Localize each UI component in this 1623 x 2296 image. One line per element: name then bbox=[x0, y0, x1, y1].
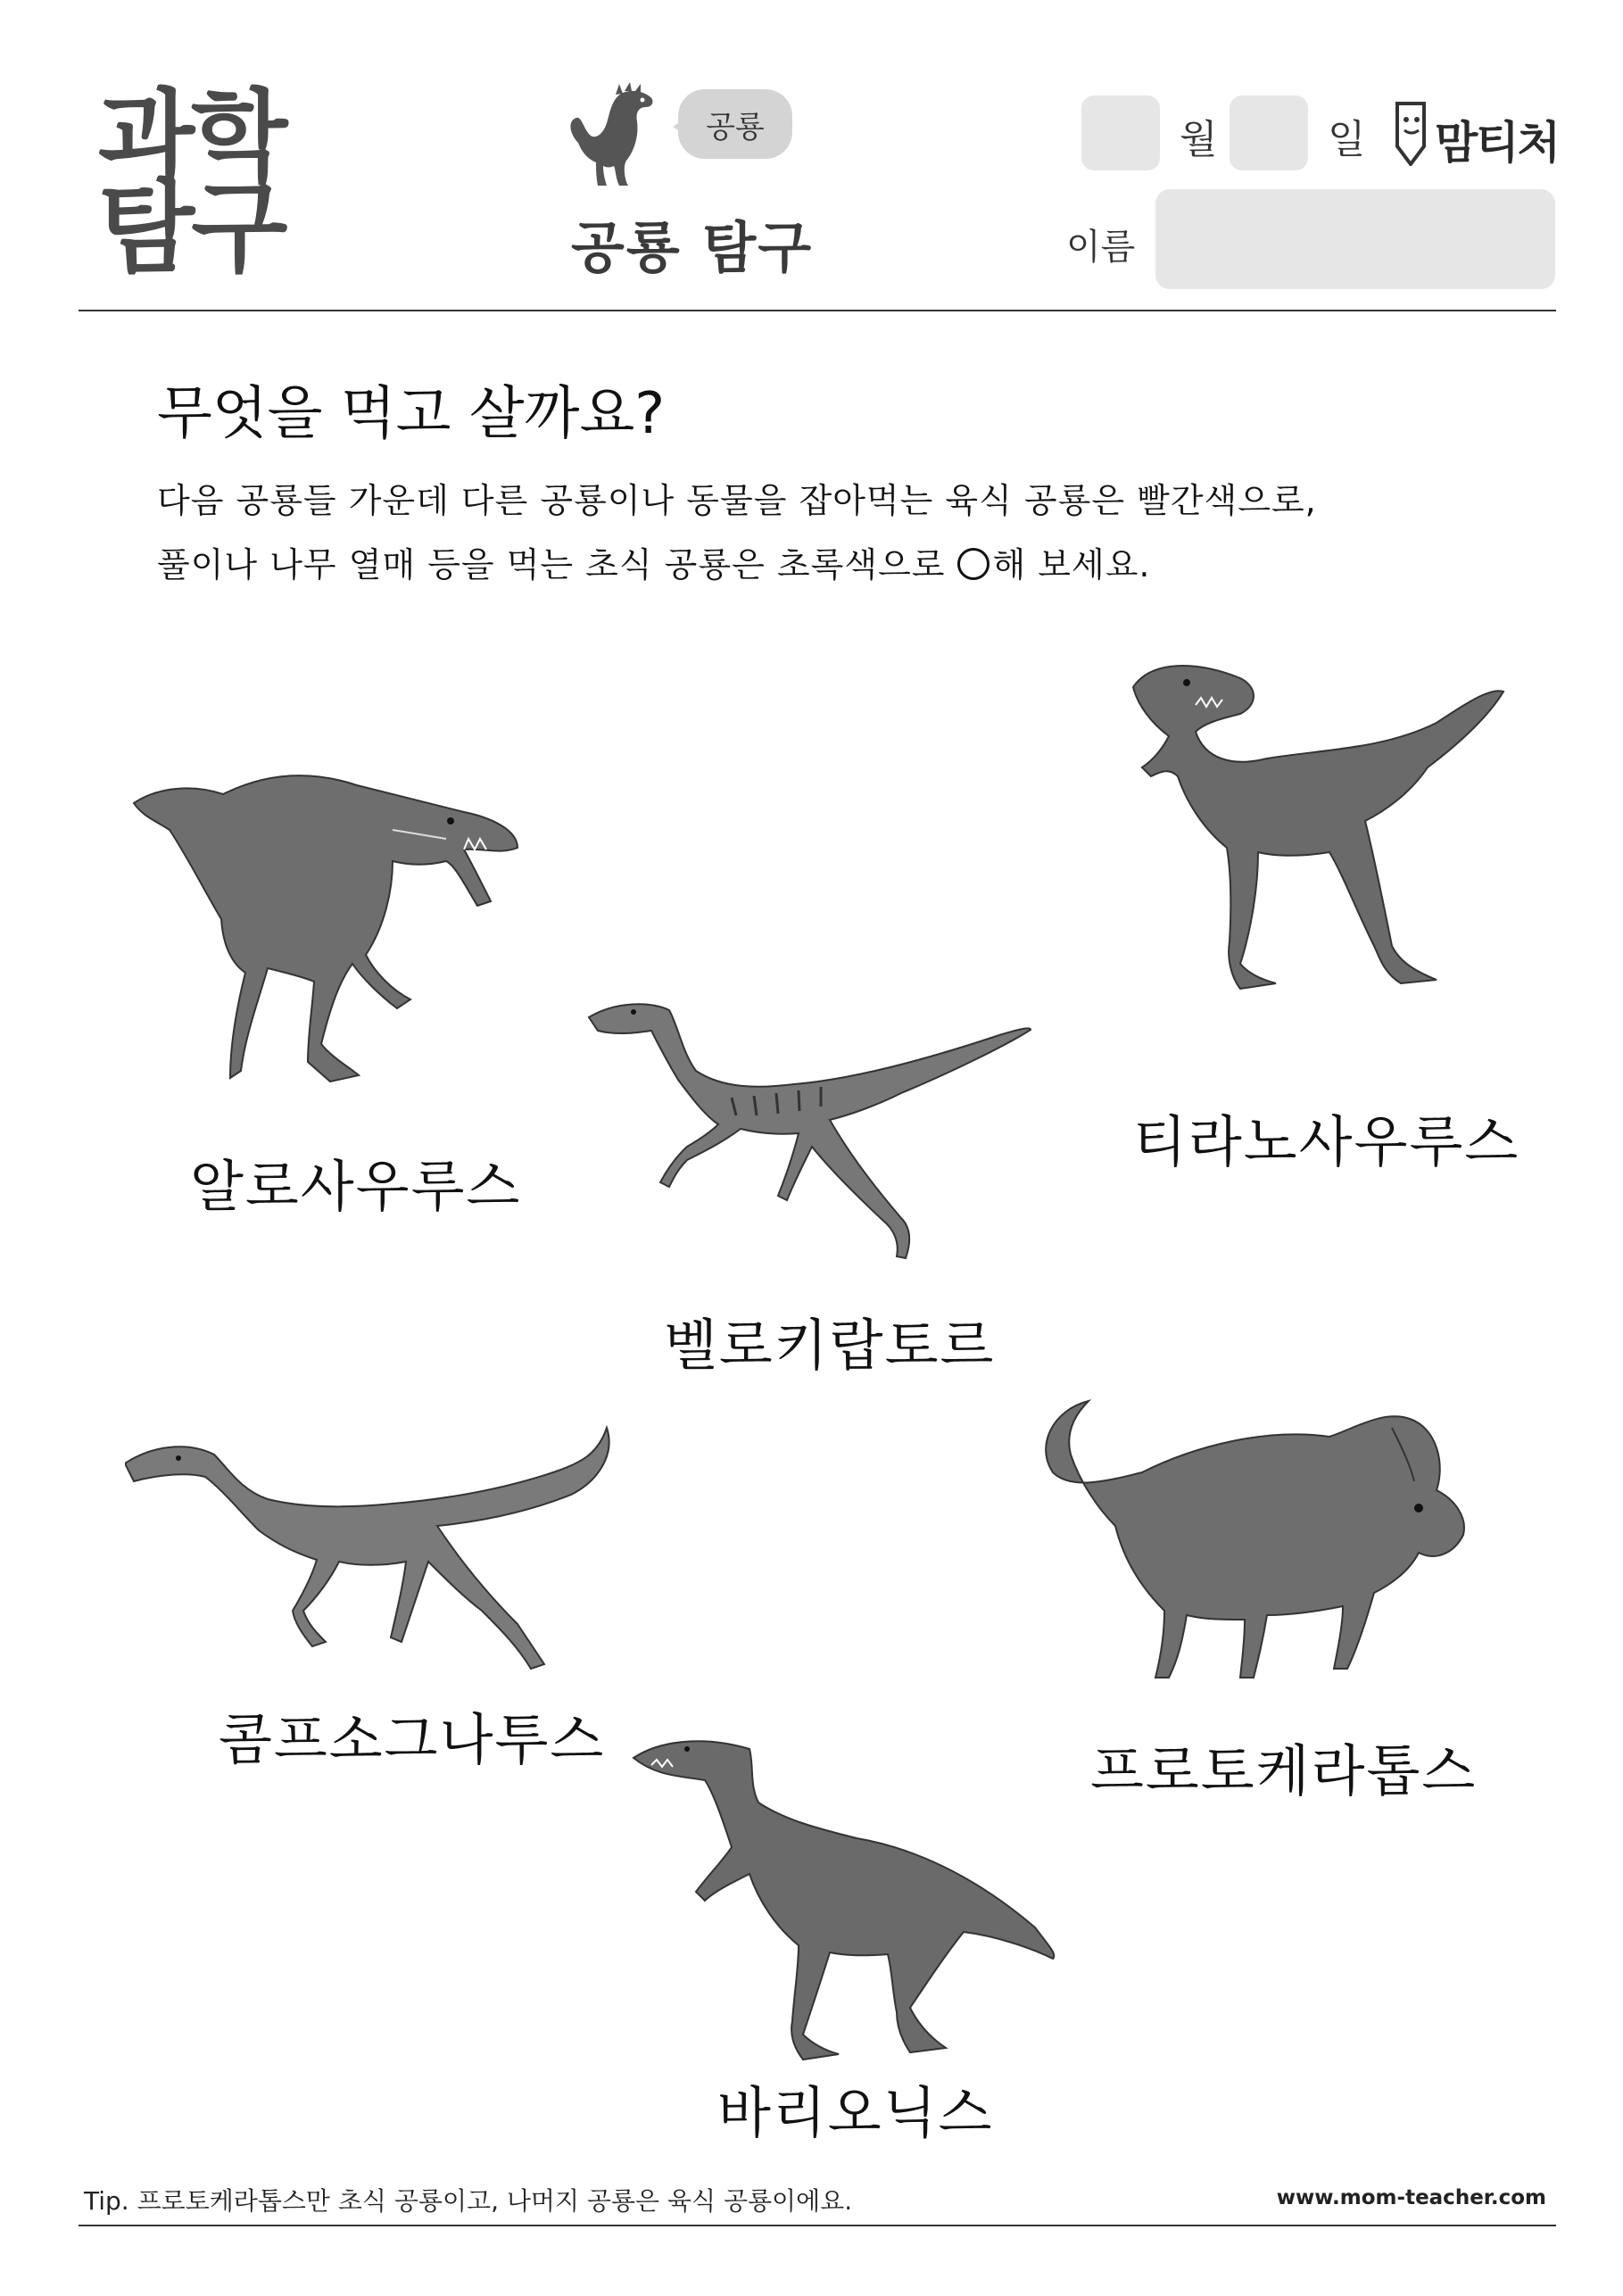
day-label: 일 bbox=[1328, 117, 1366, 162]
name-label: 이름 bbox=[1066, 227, 1136, 268]
velociraptor-image[interactable] bbox=[580, 991, 1035, 1303]
topic-speech-bubble: 공룡 bbox=[678, 89, 792, 159]
dinosaur-label-allosaurus: 알로사우루스 bbox=[190, 1154, 522, 1219]
question-title: 무엇을 먹고 살까요? bbox=[157, 381, 666, 447]
protoceratops-image[interactable] bbox=[1017, 1392, 1517, 1695]
instruction-line-2 bbox=[157, 537, 1151, 586]
footer-divider bbox=[79, 2225, 1556, 2226]
name-input-box[interactable] bbox=[1155, 189, 1555, 289]
day-input-box[interactable] bbox=[1230, 95, 1308, 170]
month-label: 월 bbox=[1180, 117, 1218, 162]
brand-title-line1: 과학 bbox=[98, 79, 285, 195]
pencil-mascot-icon bbox=[1388, 96, 1435, 166]
topic-title: 공룡 탐구 bbox=[571, 215, 814, 280]
instruction-line-1: 다음 공룡들 가운데 다른 공룡이나 동물을 잡아먹는 육식 공룡은 빨간색으로, bbox=[157, 481, 1317, 520]
instruction-line-2-end: 해 보세요. bbox=[992, 545, 1151, 584]
dinosaur-label-compsognathus: 콤프소그나투스 bbox=[219, 1707, 606, 1772]
dinosaur-label-tyrannosaurus: 티라노사우루스 bbox=[1133, 1109, 1520, 1174]
instruction-line-2-text: 풀이나 나무 열매 등을 먹는 초식 공룡은 초록색으로 bbox=[157, 545, 957, 584]
baryonyx-image[interactable] bbox=[625, 1722, 1062, 2079]
dinosaur-label-velociraptor: 벨로키랍토르 bbox=[664, 1313, 996, 1378]
compsognathus-image[interactable] bbox=[125, 1419, 625, 1695]
dinosaur-mascot-icon bbox=[560, 80, 676, 196]
brand-title-line2: 탐구 bbox=[98, 170, 285, 286]
dinosaur-label-protoceratops: 프로토케라톱스 bbox=[1090, 1738, 1478, 1803]
allosaurus-image[interactable] bbox=[125, 750, 535, 1107]
website-url[interactable]: www.mom-teacher.com bbox=[1276, 2186, 1546, 2209]
tip-text: Tip. 프로토케라톱스만 초식 공룡이고, 나머지 공룡은 육식 공룡이에요. bbox=[84, 2186, 853, 2216]
circle-symbol-icon bbox=[957, 548, 990, 580]
logo-text: 맘티처 bbox=[1435, 117, 1559, 169]
dinosaur-label-baryonyx: 바리오닉스 bbox=[717, 2080, 994, 2145]
header-divider bbox=[79, 310, 1556, 311]
month-input-box[interactable] bbox=[1081, 95, 1160, 170]
tyrannosaurus-image[interactable] bbox=[1115, 651, 1508, 1053]
